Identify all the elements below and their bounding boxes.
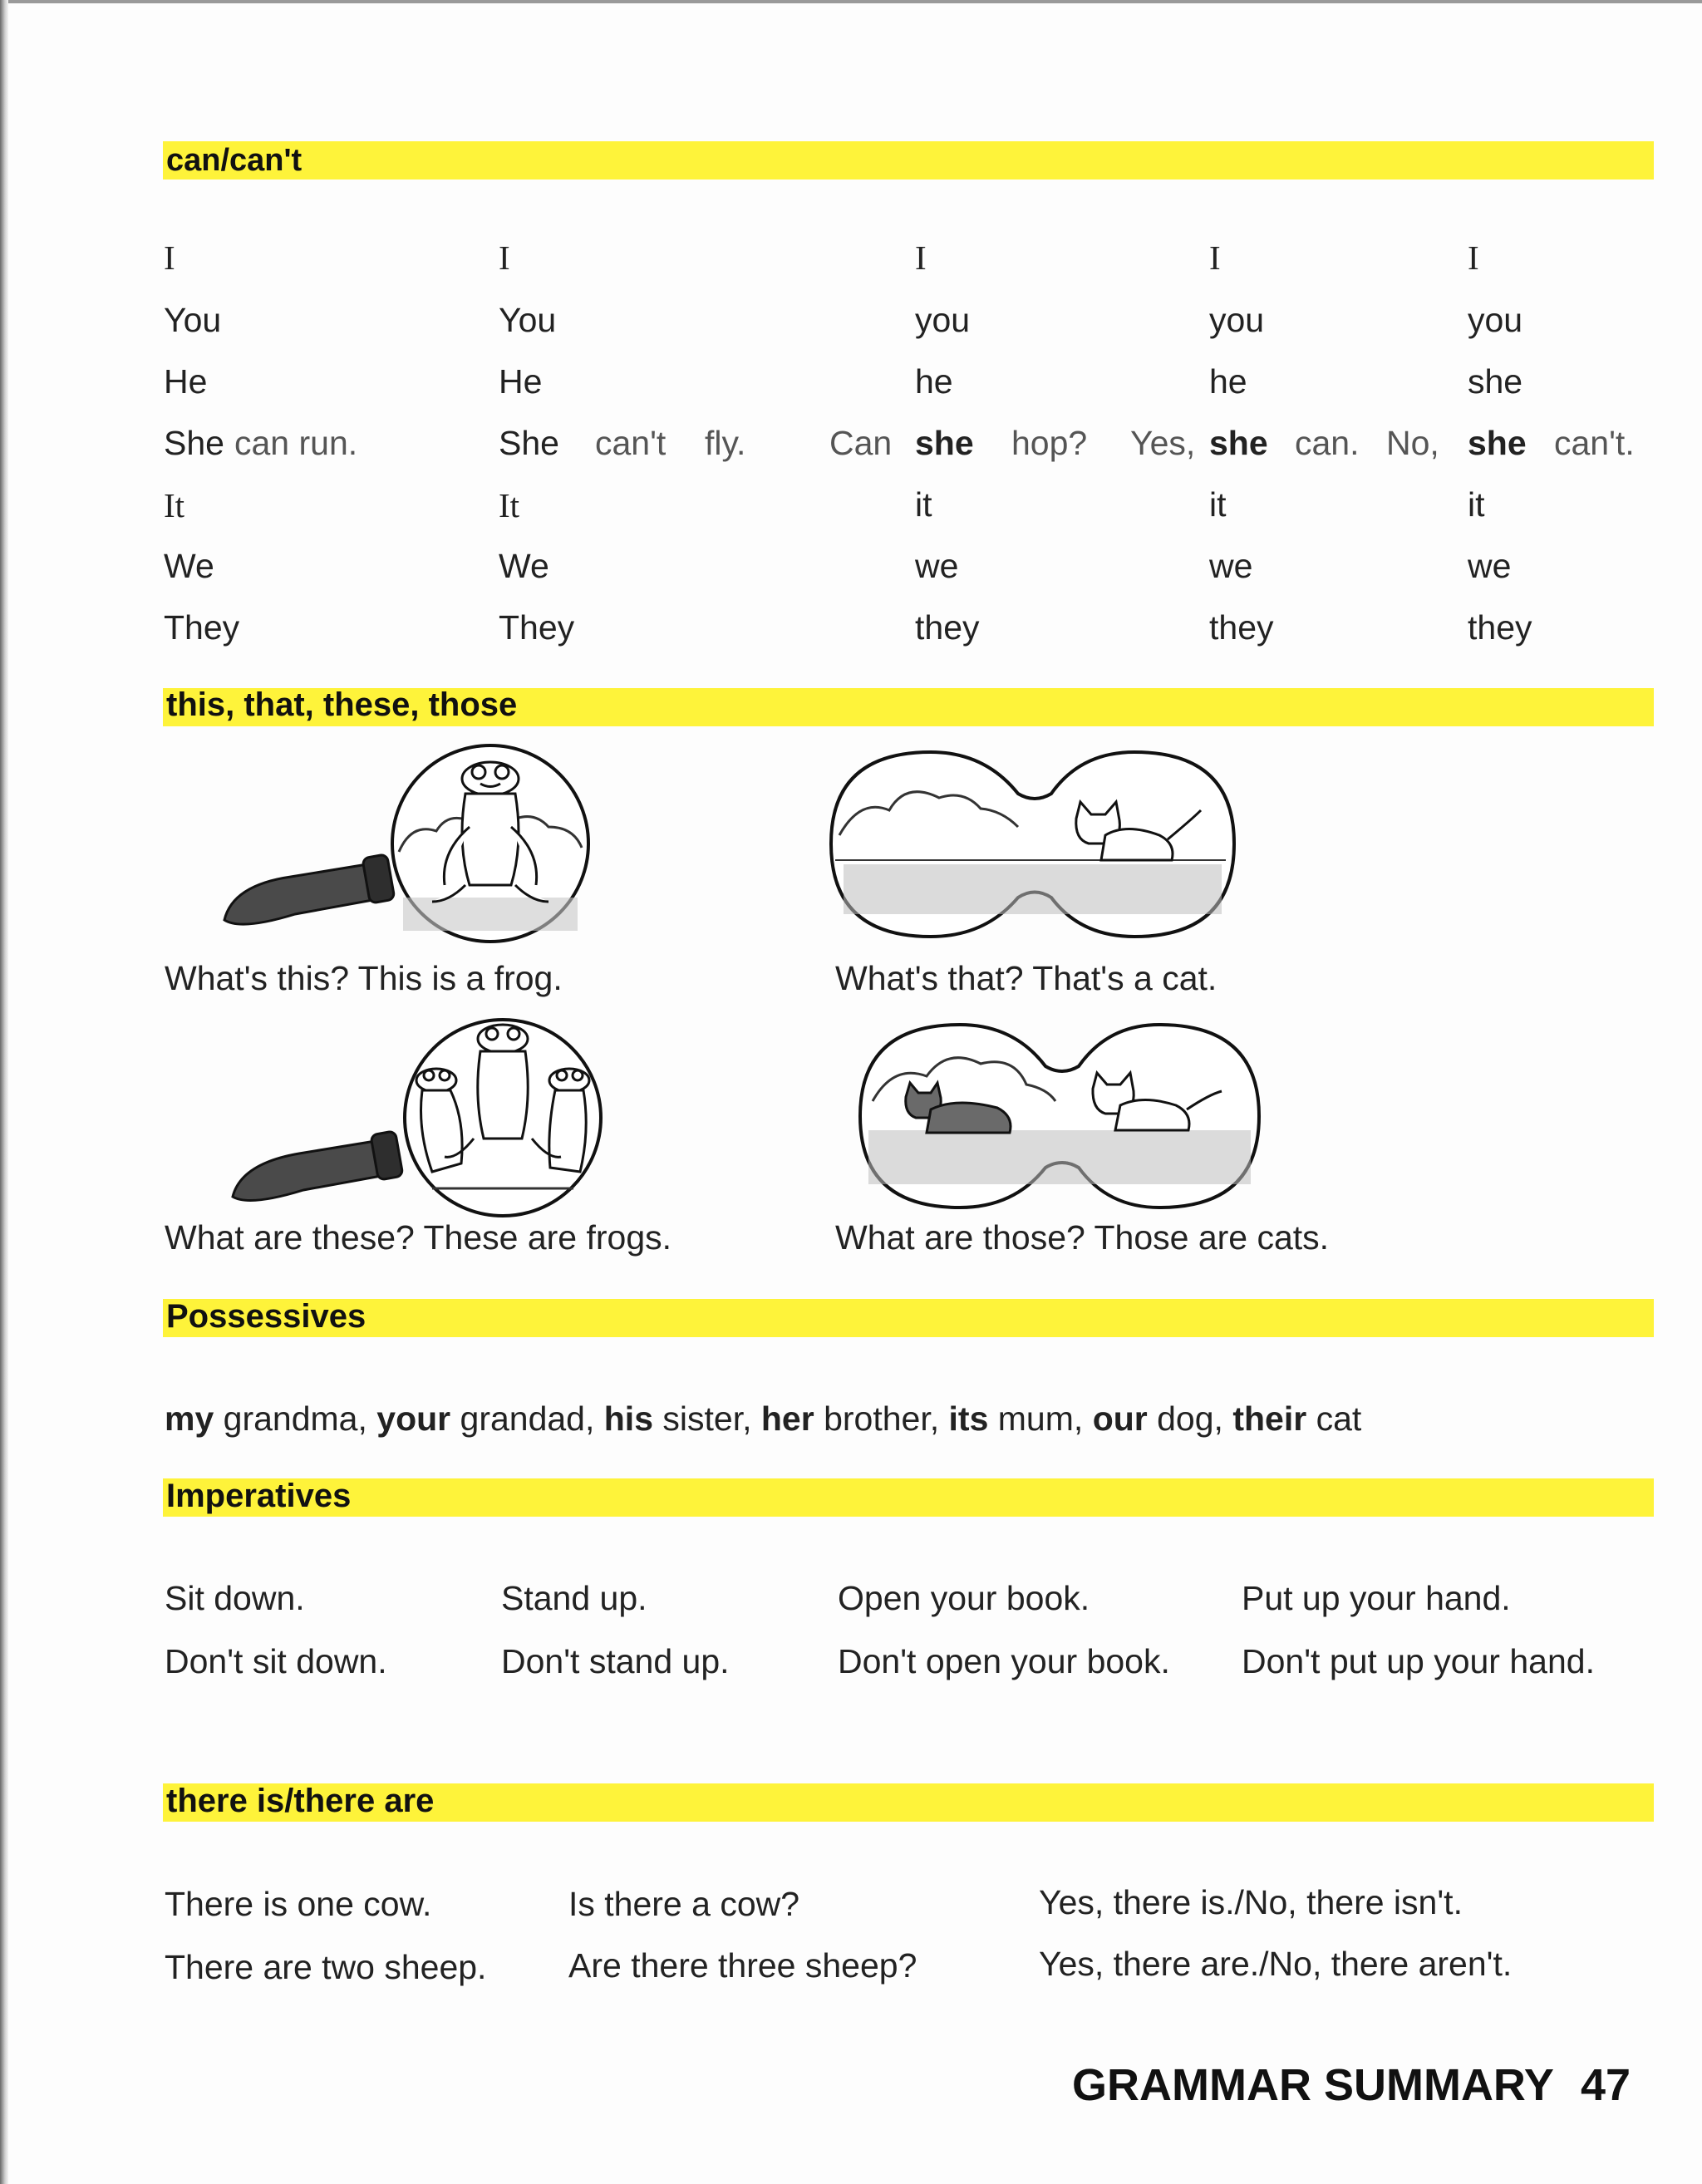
possessive-noun-dog: dog, (1147, 1399, 1233, 1438)
imperative-positive-4: Put up your hand. (1242, 1579, 1511, 1617)
possessives-sentence (165, 1399, 1361, 1439)
there-statement-2: There are two sheep. (165, 1948, 487, 1986)
possessive-her: her (760, 1399, 814, 1438)
there-section-title: there is/there are (166, 1783, 435, 1819)
possessives-section-bar (163, 1299, 1654, 1337)
can-section-bar (163, 141, 1654, 180)
can-c2-r3: She (499, 424, 559, 462)
page-number: 47 (1581, 2060, 1631, 2110)
can-c1-r4: It (164, 486, 185, 524)
binoculars-cats-illustration (856, 1018, 1263, 1217)
can-c3-r1: you (915, 301, 971, 339)
can-section-title: can/can't (166, 143, 303, 178)
possessive-noun-grandma: grandma, (214, 1399, 377, 1438)
there-question-2: Are there three sheep? (568, 1946, 917, 1985)
can-c3-pre: Can (829, 424, 893, 462)
this-caption: What's this? This is a frog. (165, 959, 563, 997)
page-binding-edge (0, 0, 8, 2184)
can-c4-verb: can. (1295, 424, 1360, 462)
can-c5-r5: we (1468, 547, 1512, 585)
binoculars-cat-illustration (827, 744, 1238, 943)
can-c4-r0: I (1209, 239, 1221, 277)
magnifier-frogs-illustration (224, 1014, 607, 1222)
imperative-negative-1: Don't sit down. (165, 1642, 387, 1680)
can-c4-r6: they (1209, 608, 1274, 647)
possessive-noun-brother: brother, (814, 1399, 949, 1438)
can-c4-r3: she (1209, 424, 1268, 462)
can-c2-object: fly. (705, 424, 746, 462)
can-c4-r2: he (1209, 362, 1247, 401)
possessives-section-title: Possessives (166, 1298, 366, 1335)
can-c4-r4: it (1209, 485, 1227, 524)
imperative-positive-1: Sit down. (165, 1579, 305, 1617)
magnifier-handle (233, 1131, 403, 1201)
magnifier-frog-illustration (216, 744, 598, 952)
possessive-noun-grandad: grandad, (450, 1399, 604, 1438)
can-c1-verb: can run. (234, 424, 358, 462)
there-answer-1: Yes, there is./No, there isn't. (1039, 1883, 1463, 1921)
page-footer (1072, 2059, 1631, 2111)
possessive-our: our (1092, 1399, 1148, 1438)
those-caption: What are those? Those are cats. (835, 1218, 1330, 1257)
imperative-positive-3: Open your book. (838, 1579, 1090, 1617)
possessive-noun-sister: sister, (653, 1399, 761, 1438)
can-c5-r4: it (1468, 485, 1485, 524)
possessive-noun-mum: mum, (988, 1399, 1093, 1438)
can-c2-r6: They (499, 608, 575, 647)
can-c3-r3: she (915, 424, 974, 462)
can-c4-r5: we (1209, 547, 1253, 585)
can-c1-r6: They (164, 608, 240, 647)
possessive-noun-cat: cat (1306, 1399, 1362, 1438)
can-c1-r2: He (164, 362, 208, 401)
can-c1-r5: We (164, 547, 214, 585)
can-c2-r4: It (499, 486, 520, 524)
can-c1-r1: You (164, 301, 222, 339)
there-question-1: Is there a cow? (568, 1885, 800, 1923)
can-c2-r1: You (499, 301, 557, 339)
can-c3-r2: he (915, 362, 953, 401)
can-c1-r3: She (164, 424, 224, 462)
there-answer-2: Yes, there are./No, there aren't. (1039, 1945, 1513, 1983)
can-c4-r1: you (1209, 301, 1265, 339)
can-c5-r6: they (1468, 608, 1532, 647)
possessive-its: its (948, 1399, 989, 1438)
possessive-your: your (376, 1399, 451, 1438)
can-c5-pre: No, (1386, 424, 1439, 462)
can-c3-r6: they (915, 608, 980, 647)
can-c5-r1: you (1468, 301, 1523, 339)
imperative-negative-2: Don't stand up. (501, 1642, 730, 1680)
that-caption: What's that? That's a cat. (835, 959, 1217, 997)
these-caption: What are these? These are frogs. (165, 1218, 672, 1257)
possessive-their: their (1232, 1399, 1307, 1438)
magnifier-handle (224, 854, 395, 924)
can-c3-r0: I (915, 239, 927, 277)
imperative-negative-3: Don't open your book. (838, 1642, 1170, 1680)
can-c2-r2: He (499, 362, 543, 401)
can-c3-r5: we (915, 547, 959, 585)
page-top-edge (0, 0, 1702, 3)
there-statement-1: There is one cow. (165, 1885, 432, 1923)
can-c4-pre: Yes, (1130, 424, 1196, 462)
can-c3-r4: it (915, 485, 932, 524)
imperatives-section-bar (163, 1478, 1654, 1517)
can-c5-verb: can't. (1554, 424, 1635, 462)
can-c5-r2: she (1468, 362, 1523, 401)
can-c2-r0: I (499, 239, 510, 277)
demonstratives-section-title: this, that, these, those (166, 686, 518, 723)
can-c5-r0: I (1468, 239, 1479, 277)
can-c2-verb: can't (595, 424, 667, 462)
can-c3-verb: hop? (1011, 424, 1088, 462)
footer-section-title: GRAMMAR SUMMARY (1072, 2060, 1553, 2110)
imperative-positive-2: Stand up. (501, 1579, 647, 1617)
can-c5-r3: she (1468, 424, 1527, 462)
imperatives-section-title: Imperatives (166, 1478, 352, 1514)
can-c2-r5: We (499, 547, 549, 585)
possessive-my: my (165, 1399, 214, 1438)
imperative-negative-4: Don't put up your hand. (1242, 1642, 1595, 1680)
can-c1-r0: I (164, 239, 175, 277)
possessive-his: his (603, 1399, 654, 1438)
